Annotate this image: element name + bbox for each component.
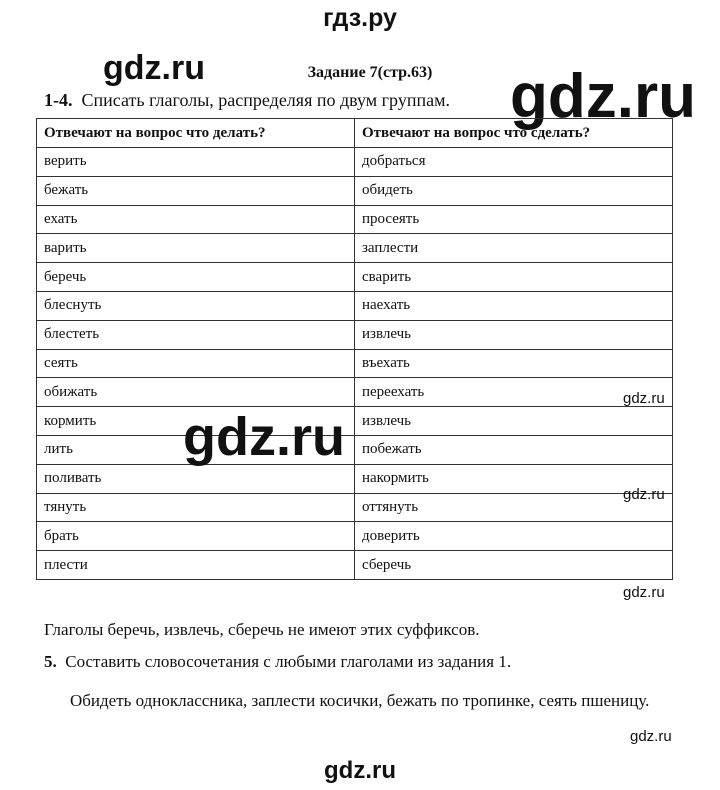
table-row [37, 176, 673, 205]
verb-cell: плести [37, 551, 355, 580]
watermark: gdz.ru [630, 728, 672, 745]
verb-cell: тянуть [37, 493, 355, 522]
table-row [37, 464, 673, 493]
watermark: gdz.ru [510, 62, 696, 131]
verb-cell: бежать [37, 176, 355, 205]
verb-cell: варить [37, 234, 355, 263]
verb-cell: сеять [37, 349, 355, 378]
table-row [37, 320, 673, 349]
watermark: gdz.ru [103, 49, 205, 87]
verb-cell: блестеть [37, 320, 355, 349]
verb-cell: сварить [355, 263, 673, 292]
column-header: Отвечают на вопрос что сделать? [355, 119, 673, 148]
table-row [37, 435, 673, 464]
task-1 [44, 90, 450, 111]
verb-cell: ехать [37, 205, 355, 234]
verb-cell: побежать [355, 435, 673, 464]
watermark: gdz.ru [324, 757, 396, 784]
verb-cell: извлечь [355, 407, 673, 436]
verb-cell: верить [37, 148, 355, 177]
table-row [37, 493, 673, 522]
task-number: 5. [44, 652, 57, 671]
verb-cell: добраться [355, 148, 673, 177]
table-row [37, 551, 673, 580]
answer-5: Обидеть одноклассника, заплести косички, бежать по тропинке, сеять пшеницу. [70, 691, 650, 710]
verb-cell: обижать [37, 378, 355, 407]
verb-cell: оттянуть [355, 493, 673, 522]
verb-cell: въехать [355, 349, 673, 378]
verb-cell: брать [37, 522, 355, 551]
task-5 [44, 652, 511, 672]
watermark: gdz.ru [623, 584, 665, 601]
watermark: gdz.ru [623, 390, 665, 407]
table-row [37, 148, 673, 177]
table-row [37, 263, 673, 292]
verb-cell: лить [37, 435, 355, 464]
site-title: гдз.ру [323, 4, 397, 32]
watermark: gdz.ru [183, 407, 345, 467]
task-text: Списать глаголы, распределяя по двум группам. [81, 90, 450, 110]
table-row [37, 205, 673, 234]
page-title: Задание 7(стр.63) [307, 64, 433, 81]
table-row [37, 234, 673, 263]
note: Глаголы беречь, извлечь, сберечь не имеют этих суффиксов. [44, 620, 480, 639]
verbs-table [36, 118, 673, 580]
watermark: gdz.ru [623, 486, 665, 503]
verb-cell: обидеть [355, 176, 673, 205]
verb-cell: просеять [355, 205, 673, 234]
table-row [37, 291, 673, 320]
table-row [37, 522, 673, 551]
verb-cell: накормить [355, 464, 673, 493]
table-row [37, 378, 673, 407]
task-text: Составить словосочетания с любыми глаголами из задания 1. [65, 652, 512, 671]
verb-cell: доверить [355, 522, 673, 551]
verb-cell: переехать [355, 378, 673, 407]
verb-cell: наехать [355, 291, 673, 320]
table-row [37, 407, 673, 436]
verb-cell: поливать [37, 464, 355, 493]
verb-cell: кормить [37, 407, 355, 436]
task-number: 1-4. [44, 90, 73, 110]
table-row [37, 349, 673, 378]
verb-cell: беречь [37, 263, 355, 292]
verb-cell: заплести [355, 234, 673, 263]
verb-cell: сберечь [355, 551, 673, 580]
verb-cell: блеснуть [37, 291, 355, 320]
verb-cell: извлечь [355, 320, 673, 349]
column-header: Отвечают на вопрос что делать? [37, 119, 355, 148]
